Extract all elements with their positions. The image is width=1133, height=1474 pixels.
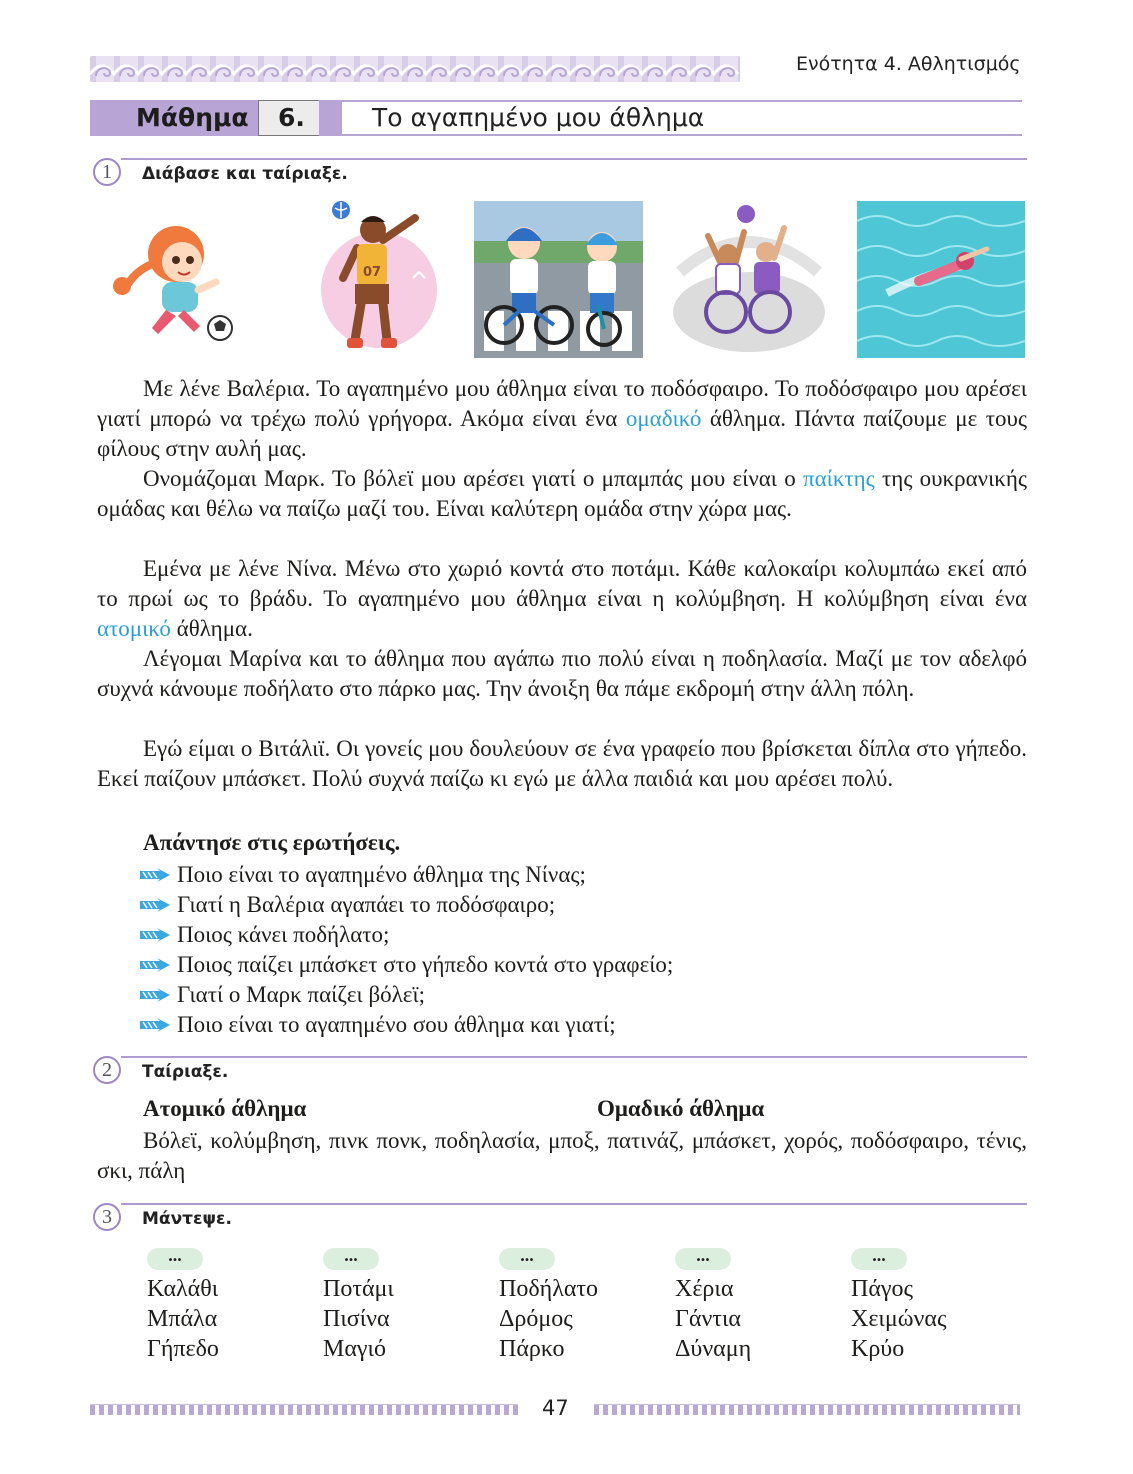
guess-column [851,1245,1011,1364]
arrow-bullet-icon [139,1018,171,1032]
reading-paragraph [97,734,1027,794]
guess-column [323,1245,483,1364]
highlighted-word: ατομικό [97,616,171,641]
clue-word: Πάγος [851,1276,914,1302]
clue-word: Ποδήλατο [499,1276,599,1302]
lesson-accent [319,100,342,136]
paragraph-text: της ουκρανικής ομάδας και θέλω να παίζω μαζί του. Είναι καλύτερη ομάδα στην χώρα μας. [97,466,1027,521]
section-rule [121,158,1027,160]
clue-word: Πάρκο [499,1336,565,1362]
question-text: Ποιος παίζει μπάσκετ στο γήπεδο κοντά στο γραφείο; [177,952,674,977]
girl-football-icon [108,214,242,348]
arrow-bullet-icon [139,958,171,972]
boy-volleyball-icon [301,200,457,360]
question-item [139,1010,673,1040]
question-item [139,860,673,890]
header-wave-decoration [90,56,740,82]
question-text: Ποιος κάνει ποδήλατο; [177,922,390,947]
question-text: Γιατί ο Μαρκ παίζει βόλεϊ; [177,982,426,1007]
paragraph-text: άθλημα. Πάντα παίζουμε με τους φίλους στην αυλή μας. [97,406,1027,461]
questions-heading: Απάντησε στις ερωτήσεις. [143,830,401,855]
lesson-rule-bottom [342,134,1022,136]
footer-decoration-right [594,1404,1020,1415]
footer-decoration-left [90,1404,518,1415]
clue-word: Ποτάμι [323,1276,394,1302]
highlighted-word: παίκτης [802,466,875,491]
team-sport-heading: Ομαδικό άθλημα [597,1096,765,1121]
wheelchair-basketball-icon [670,202,828,356]
unit-title: Ενότητα 4. Αθλητισμός [796,53,1021,75]
guess-column [147,1245,307,1364]
guess-column [675,1245,835,1364]
sports-word-list: Βόλεϊ, κολύμβηση, πινκ πονκ, ποδηλασία, μποξ, πατινάζ, μπάσκετ, χορός, ποδόσφαιρο, τένις, σκι, πάλη [97,1128,1027,1183]
clue-word: Μπάλα [147,1306,218,1332]
paragraph-text: Εμένα με λένε Νίνα. Μένω στο χωριό κοντά στο ποτάμι. Κάθε καλοκαίρι κολυμπάω εκεί από το πρωί ως το βράδυ. Το αγαπημένο μου άθλημα είναι η κολύμβηση. Η κολύμβηση είναι ένα [97,556,1027,611]
clue-word: Καλάθι [147,1276,219,1302]
individual-sport-heading: Ατομικό άθλημα [143,1096,307,1121]
section-number-badge: 1 [93,158,121,186]
section-instruction: Ταίριαξε. [142,1062,229,1082]
clue-word: Πισίνα [323,1306,390,1332]
highlighted-word: ομαδικό [625,406,702,431]
lesson-label: Μάθημα [136,103,249,132]
lesson-number: 6. [278,103,305,132]
question-text: Ποιο είναι το αγαπημένο άθλημα της Νίνας; [177,862,586,887]
clue-word: Δύναμη [675,1336,752,1362]
lesson-rule-top [342,100,1022,102]
question-text: Γιατί η Βαλέρια αγαπάει το ποδόσφαιρο; [177,892,556,917]
question-item [139,980,673,1010]
clue-word: Γήπεδο [147,1336,219,1362]
reading-paragraph [97,644,1027,704]
reading-paragraph [97,554,1027,644]
paragraph-text: Λέγομαι Μαρίνα και το άθλημα που αγάπω πιο πολύ είναι η ποδηλασία. Μαζί με τον αδελφό συχνά κάνουμε ποδήλατο στο πάρκο μας. Την άνοιξη θα πάμε εκδρομή στην άλλη πόλη. [97,646,1027,701]
answer-blank[interactable]: ... [675,1248,731,1270]
question-item [139,920,673,950]
answer-blank[interactable]: ... [147,1248,203,1270]
clue-word: Δρόμος [499,1306,573,1332]
question-text: Ποιο είναι το αγαπημένο σου άθλημα και γιατί; [177,1012,616,1037]
answer-blank[interactable]: ... [323,1248,379,1270]
arrow-bullet-icon [139,928,171,942]
arrow-bullet-icon [139,868,171,882]
kids-cycling-icon [474,201,643,358]
reading-paragraph [97,464,1027,524]
reading-paragraph [97,374,1027,464]
clue-word: Κρύο [851,1336,905,1362]
question-item [139,890,673,920]
lesson-title: Το αγαπημένο μου άθλημα [372,103,705,132]
section-instruction: Μάντεψε. [142,1209,232,1229]
section-instruction: Διάβασε και ταίριαξε. [142,164,348,184]
section-number-badge: 3 [93,1203,121,1231]
section-rule [121,1203,1027,1205]
section-rule [121,1056,1027,1058]
section-number-badge: 2 [93,1056,121,1084]
paragraph-text: Ονομάζομαι Μαρκ. Το βόλεϊ μου αρέσει γιατί ο μπαμπάς μου είναι ο [143,466,803,491]
clue-word: Μαγιό [323,1336,386,1362]
arrow-bullet-icon [139,898,171,912]
paragraph-text: Εγώ είμαι ο Βιτάλιϊ. Οι γονείς μου δουλεύουν σε ένα γραφείο που βρίσκεται δίπλα στο γήπεδο. Εκεί παίζουν μπάσκετ. Πολύ συχνά παίζω κι εγώ με άλλα παιδιά και μου αρέσει πολύ. [97,736,1027,791]
answer-blank[interactable]: ... [499,1248,555,1270]
page-number: 47 [542,1396,569,1420]
lesson-header [90,100,1022,136]
question-item [139,950,673,980]
paragraph-text: άθλημα. [170,616,253,641]
clue-word: Χειμώνας [851,1306,947,1332]
clue-word: Γάντια [675,1306,741,1332]
question-list [139,860,673,1040]
answer-blank[interactable]: ... [851,1248,907,1270]
guess-column [499,1245,659,1364]
svg-text:07: 07 [363,265,382,280]
clue-word: Χέρια [675,1276,734,1302]
swimmer-icon [857,201,1025,358]
paragraph-text: Με λένε Βαλέρια. Το αγαπημένο μου άθλημα είναι το ποδόσφαιρο. Το ποδόσφαιρο μου αρέσει γιατί μπορώ να τρέχω πολύ γρήγορα. Ακόμα είναι ένα [97,376,1027,431]
arrow-bullet-icon [139,988,171,1002]
